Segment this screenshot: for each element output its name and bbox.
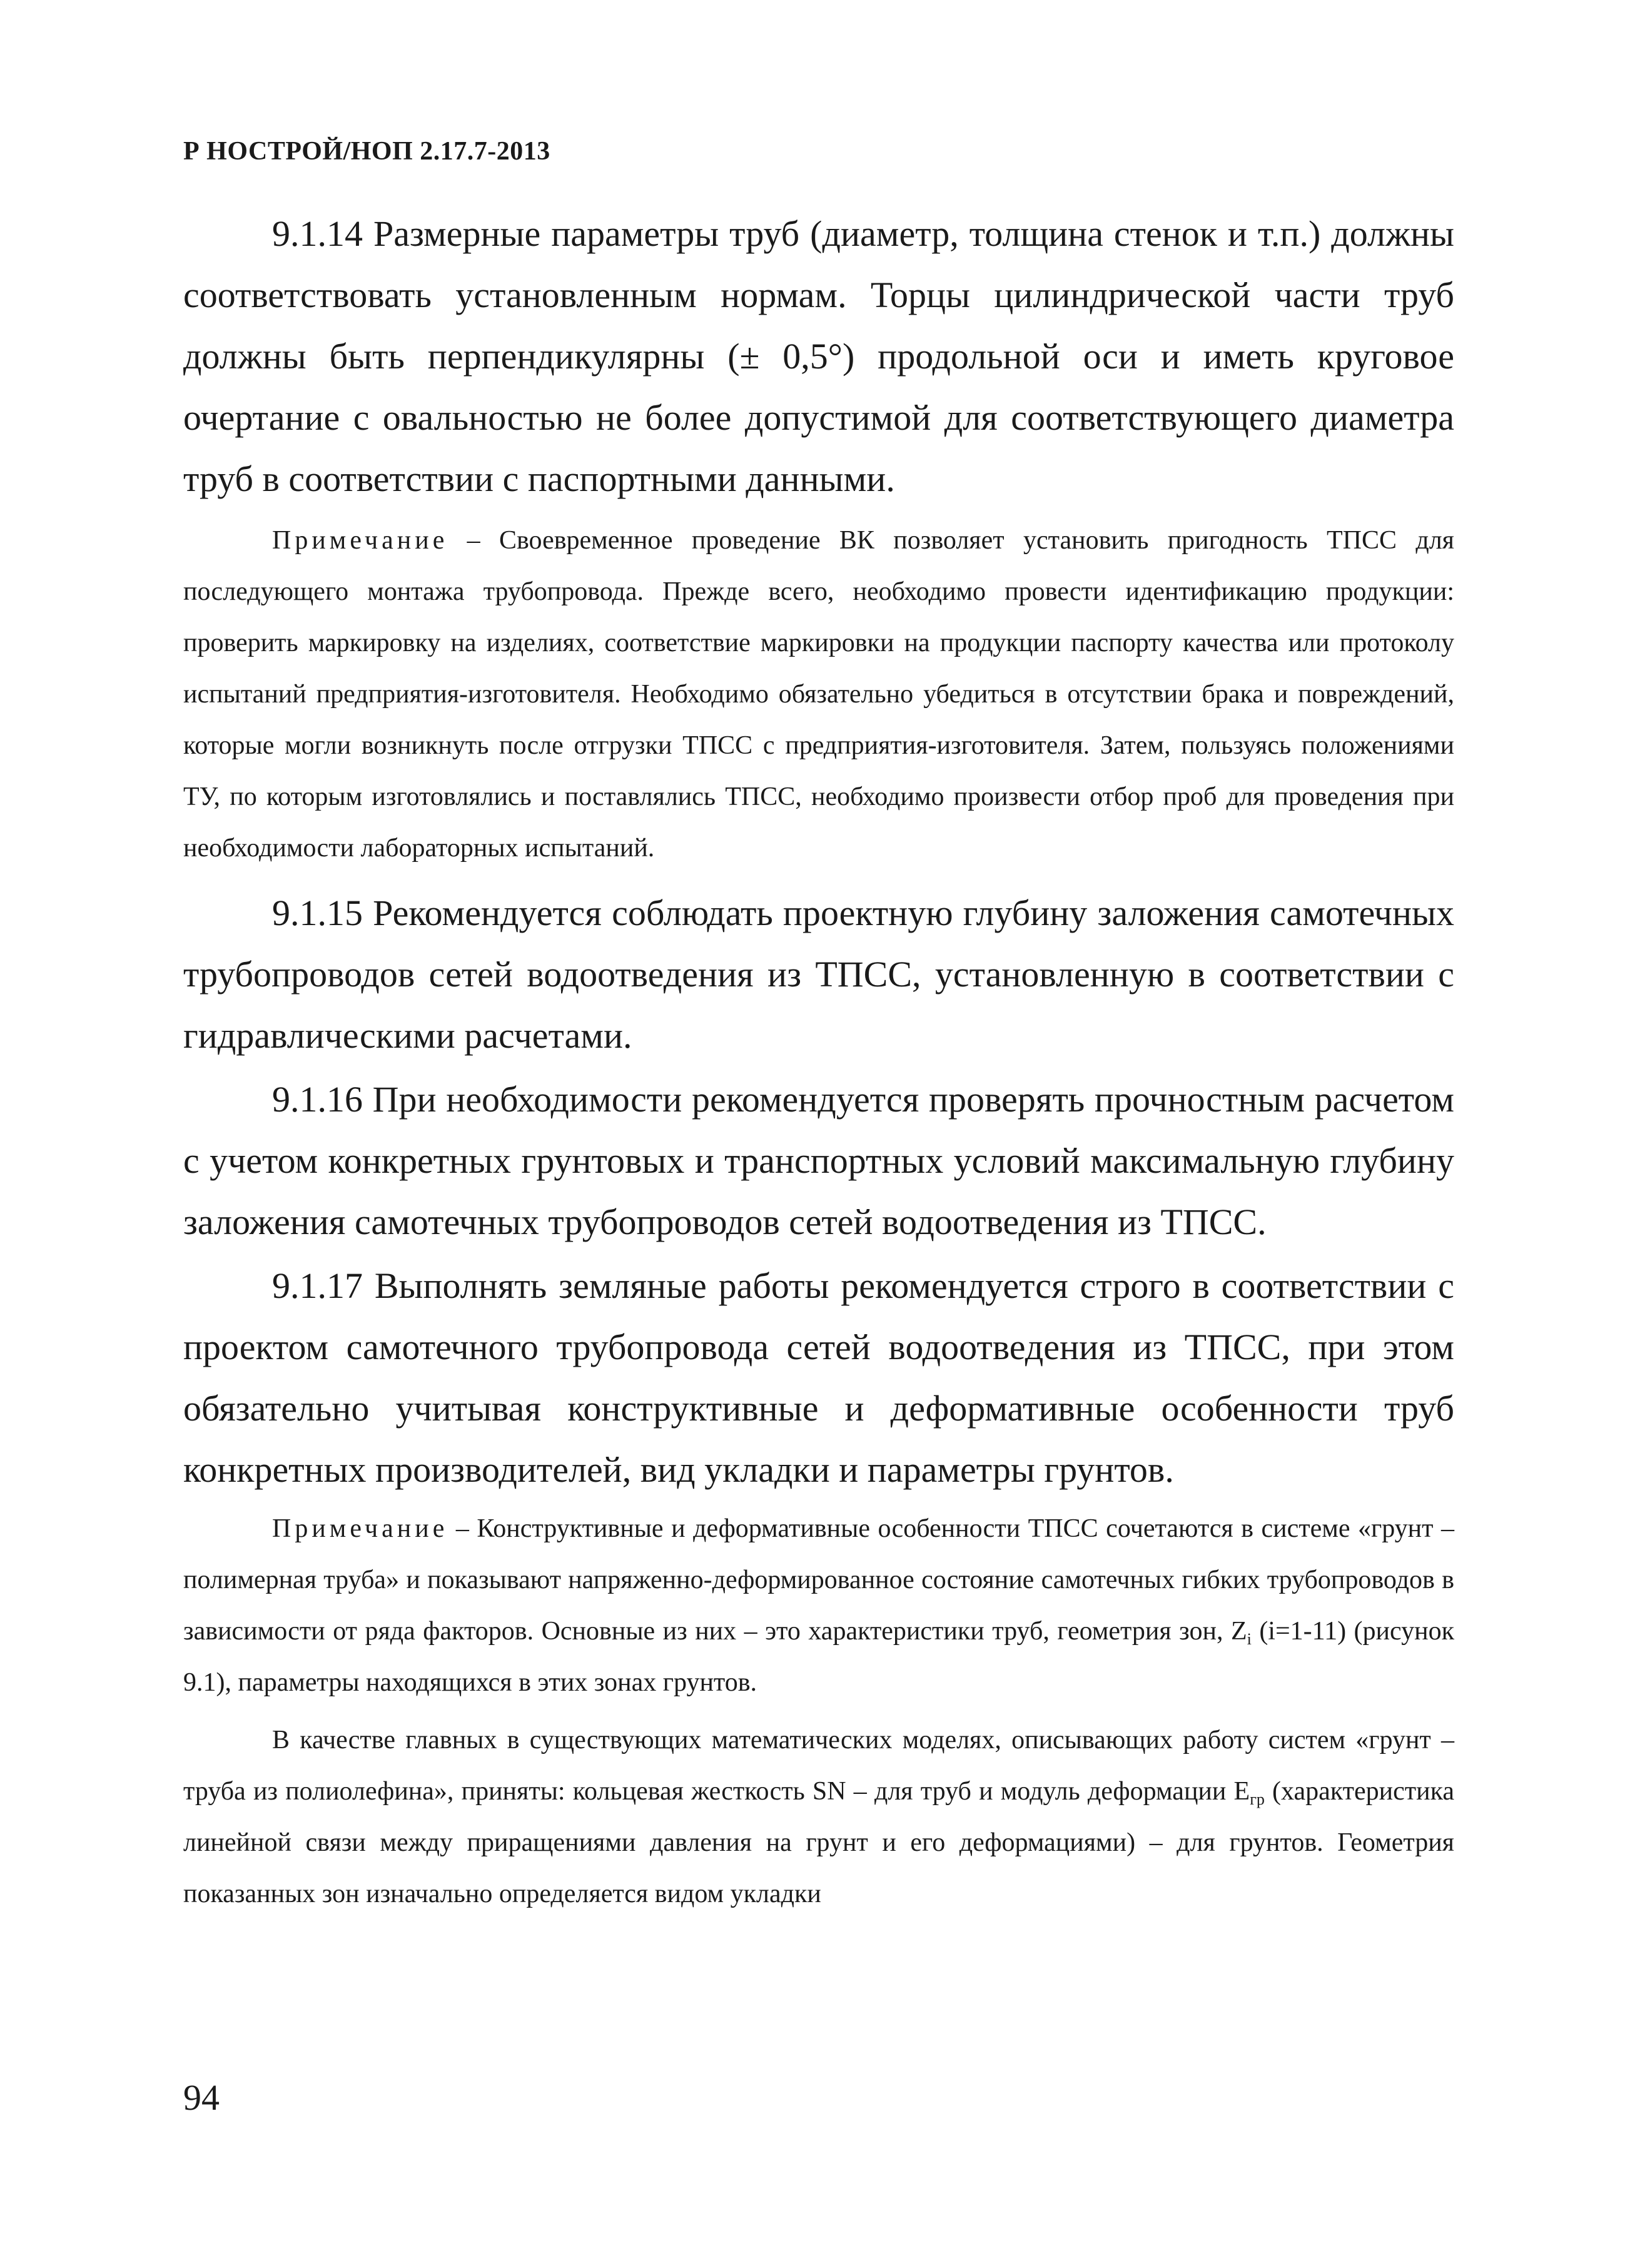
page-number: 94: [183, 2077, 220, 2118]
note-paragraph-2: [183, 1503, 1454, 1708]
note-text-continued: (характеристика линейной связи между приращениями давления на грунт и его деформациями) – для грунтов. Геометрия показанных зон изначально определяется видом укладки: [183, 1777, 1454, 1908]
note-text-continued: (i=1-11) (рисунок 9.1), параметры находящихся в этих зонах грунтов.: [183, 1617, 1454, 1697]
note-text: В качестве главных в существующих математических моделях, описывающих работу систем «грунт – труба из полиолефина», приняты: кольцевая жесткость SN – для труб и модуль деформации Е: [183, 1726, 1454, 1806]
note-label: Примечание: [272, 526, 448, 555]
paragraph-9-1-14: 9.1.14 Размерные параметры труб (диаметр, толщина стенок и т.п.) должны соответствовать установленным нормам. Торцы цилиндрической части труб должны быть перпендикулярны (± 0,5°) продольной оси и иметь круговое очертание с овальностью не более допустимой для соответствующего диаметра труб в соответствии с паспортными данными.: [183, 213, 1454, 499]
subscript-i: i: [1247, 1630, 1252, 1648]
paragraph-9-1-16: 9.1.16 При необходимости рекомендуется проверять прочностным расчетом с учетом конкретных грунтовых и транспортных условий максимальную глубину заложения самотечных трубопроводов сетей водоотведения из ТПСС.: [183, 1079, 1454, 1242]
note-text: – Конструктивные и деформативные особенности ТПСС сочетаются в системе «грунт – полимерная труба» и показывают напряженно-деформированное состояние самотечных гибких трубопроводов в зависимости от ряда факторов. Основные из них – это характеристики труб, геометрия зон, Z: [183, 1514, 1455, 1646]
paragraph-9-1-17: 9.1.17 Выполнять земляные работы рекомендуется строго в соответствии с проектом самотечного трубопровода сетей водоотведения из ТПСС, при этом обязательно учитывая конструктивные и деформативные особенности труб конкретных производителей, вид укладки и параметры грунтов.: [183, 1265, 1454, 1490]
subscript-gr: гр: [1250, 1790, 1265, 1808]
note-label: Примечание: [272, 1514, 448, 1543]
note-text: – Своевременное проведение ВК позволяет установить пригодность ТПСС для последующего монтажа трубопровода. Прежде всего, необходимо провести идентификацию продукции: проверить маркировку на изделиях, соответствие маркировки на продукции паспорту качества или протоколу испытаний предприятия-изготовителя. Необходимо обязательно убедиться в отсутствии брака и повреждений, которые могли возникнуть после отгрузки ТПСС с предприятия-изготовителя. Затем, пользуясь положениями ТУ, по которым изготовлялись и поставлялись ТПСС, необходимо произвести отбор проб для проведения при необходимости лабораторных испытаний.: [183, 526, 1454, 863]
note-paragraph-1: [183, 515, 1454, 874]
note-paragraph-3: [183, 1714, 1454, 1920]
document-header: Р НОСТРОЙ/НОП 2.17.7-2013: [183, 137, 550, 166]
page-body: [183, 203, 1454, 1926]
paragraph-9-1-15: 9.1.15 Рекомендуется соблюдать проектную глубину заложения самотечных трубопроводов сетей водоотведения из ТПСС, установленную в соответствии с гидравлическими расчетами.: [183, 893, 1454, 1056]
